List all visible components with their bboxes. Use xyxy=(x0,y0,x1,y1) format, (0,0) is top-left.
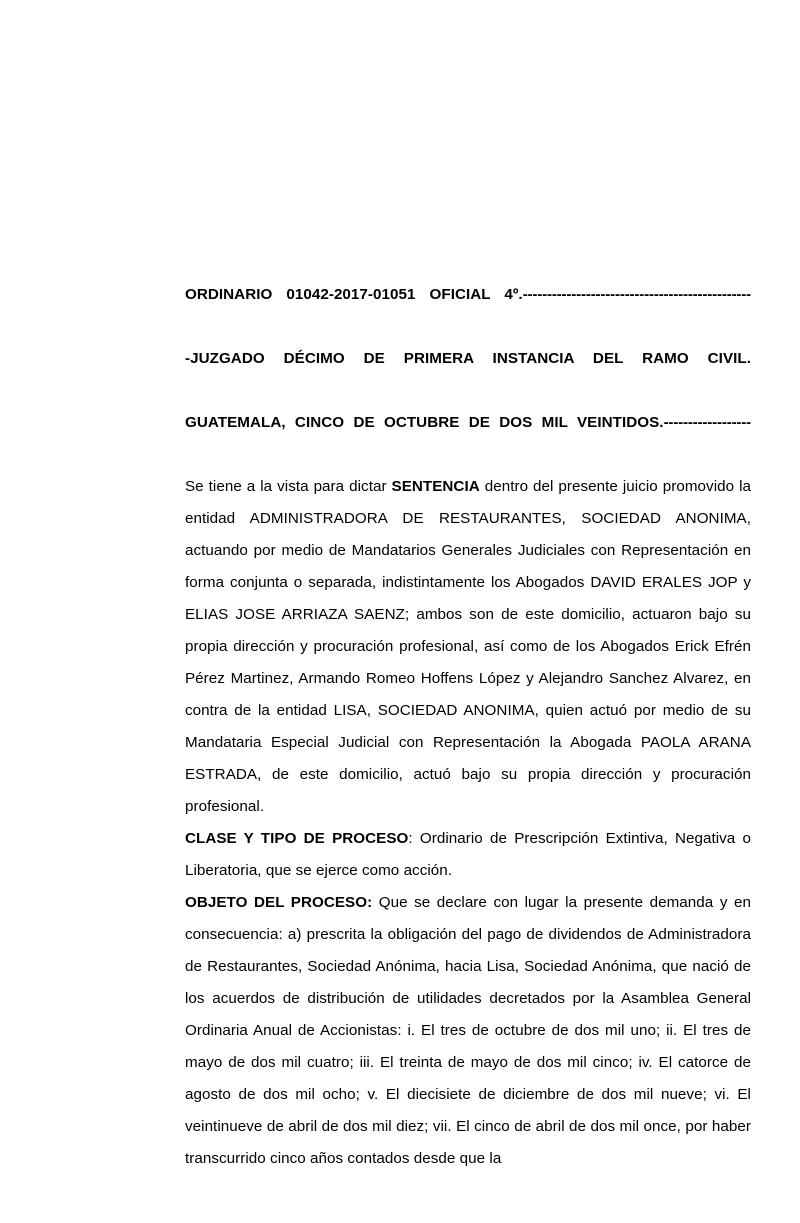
objeto-del-proceso-heading: OBJETO DEL PROCESO: xyxy=(185,894,373,911)
clase-tipo-proceso-heading: CLASE Y TIPO DE PROCESO xyxy=(185,830,409,847)
case-header-line-3 xyxy=(185,407,751,471)
intro-text-part-1: Se tiene a la vista para dictar xyxy=(185,478,392,495)
paragraph-clase-tipo-proceso xyxy=(185,823,751,887)
paragraph-objeto-del-proceso xyxy=(185,887,751,1175)
case-header-block xyxy=(185,279,751,471)
intro-text-part-2: dentro del presente juicio promovido la entidad ADMINISTRADORA DE RESTAURANTES, SOCIEDAD ANONIMA, actuando por medio de Mandatarios Generales Judiciales con Representación en forma conjunta o separada, indistintamente los Abogados DAVID ERALES JOP y ELIAS JOSE ARRIAZA SAENZ; ambos son de este domicilio, actuaron bajo su propia dirección y procuración profesional, así como de los Abogados Erick Efrén Pérez Martinez, Armando Romeo Hoffens López y Alejandro Sanchez Alvarez, en contra de la entidad LISA, SOCIEDAD ANONIMA, quien actuó por medio de su Mandataria Especial Judicial con Representación la Abogada PAOLA ARANA ESTRADA, de este domicilio, actuó bajo su propia dirección y procuración profesional. xyxy=(185,478,751,815)
header-line-3-dashes: ------------------ xyxy=(663,414,751,431)
case-header-line-2 xyxy=(185,343,751,407)
objeto-del-proceso-body: Que se declare con lugar la presente demanda y en consecuencia: a) prescrita la obligación del pago de dividendos de Administradora de Restaurantes, Sociedad Anónima, hacia Lisa, Sociedad Anónima, que nació de los acuerdos de distribución de utilidades decretados por la Asamblea General Ordinaria Anual de Accionistas: i. El tres de octubre de dos mil uno; ii. El tres de mayo de dos mil cuatro; iii. El treinta de mayo de dos mil cinco; iv. El catorce de agosto de dos mil ocho; v. El diecisiete de diciembre de dos mil nueve; vi. El veintinueve de abril de dos mil diez; vii. El cinco de abril de dos mil once, por haber transcurrido cinco años contados desde que la xyxy=(185,894,751,1167)
sentencia-keyword: SENTENCIA xyxy=(391,478,480,495)
clase-tipo-proceso-colon: : xyxy=(408,830,413,847)
document-text-body xyxy=(185,279,751,1175)
place-and-date: GUATEMALA, CINCO DE OCTUBRE DE DOS MIL VEINTIDOS. xyxy=(185,414,664,431)
court-name: -JUZGADO DÉCIMO DE PRIMERA INSTANCIA DEL RAMO CIVIL. xyxy=(185,350,751,367)
clase-tipo-proceso-body: Ordinario de Prescripción Extintiva, Negativa o Liberatoria, que se ejerce como acción. xyxy=(185,830,751,879)
case-header-line-1 xyxy=(185,279,751,343)
header-line-1-dashes: ----------------------------------------------- xyxy=(522,286,751,303)
paragraph-intro xyxy=(185,471,751,823)
case-number-and-official: ORDINARIO 01042-2017-01051 OFICIAL 4º. xyxy=(185,286,523,303)
